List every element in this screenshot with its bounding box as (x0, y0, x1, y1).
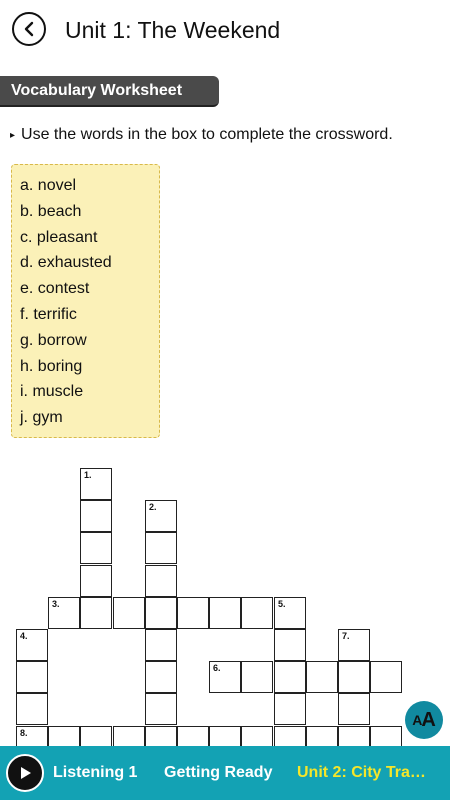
crossword-cell[interactable] (338, 661, 370, 693)
clue-number: 2. (149, 502, 157, 512)
word-item: c. pleasant (20, 228, 98, 246)
crossword-grid (0, 465, 450, 750)
play-button[interactable] (6, 754, 44, 792)
crossword-cell[interactable] (338, 693, 370, 725)
text-size-small-icon: A (412, 712, 423, 728)
crossword-cell[interactable] (145, 500, 177, 532)
crossword-cell[interactable] (80, 500, 112, 532)
word-item: e. contest (20, 280, 90, 298)
word-item: a. novel (20, 177, 77, 194)
crossword-cell[interactable] (145, 597, 177, 629)
crossword-cell[interactable] (274, 629, 306, 661)
clue-number: 7. (342, 631, 350, 641)
crossword-cell[interactable] (306, 661, 338, 693)
crossword-cell[interactable] (209, 661, 241, 693)
crossword-cell[interactable] (274, 693, 306, 725)
crossword-cell[interactable] (16, 629, 48, 661)
crossword-cell[interactable] (16, 693, 48, 725)
crossword-cell[interactable] (145, 629, 177, 661)
section-tab-vocabulary-worksheet: Vocabulary Worksheet (0, 76, 219, 107)
crossword-cell[interactable] (80, 468, 112, 500)
crossword-cell[interactable] (48, 597, 80, 629)
clue-number: 8. (20, 728, 28, 738)
crossword-cell[interactable] (80, 532, 112, 564)
crossword-cell[interactable] (209, 597, 241, 629)
crossword-cell[interactable] (370, 661, 402, 693)
instruction (10, 126, 393, 144)
word-item: j. gym (20, 409, 63, 427)
text-size-big-icon: A (421, 708, 436, 731)
crossword-cell[interactable] (241, 661, 273, 693)
clue-number: 5. (278, 599, 286, 609)
word-item: b. beach (20, 202, 82, 220)
crossword-cell[interactable] (145, 661, 177, 693)
clue-number: 4. (20, 631, 28, 641)
word-item: i. muscle (20, 383, 84, 401)
back-button[interactable] (12, 12, 46, 46)
clue-number: 1. (84, 470, 92, 480)
nav-listening-1[interactable]: Listening 1 (53, 764, 138, 781)
crossword-cell[interactable] (145, 693, 177, 725)
header (0, 0, 450, 64)
chevron-left-icon (21, 21, 37, 37)
crossword-cell[interactable] (274, 661, 306, 693)
clue-number: 6. (213, 663, 221, 673)
crossword-cell[interactable] (338, 629, 370, 661)
word-item: h. boring (20, 357, 83, 375)
word-item: f. terrific (20, 305, 77, 323)
word-item: d. exhausted (20, 254, 112, 272)
play-icon (17, 765, 33, 781)
nav-unit-2-city-travel[interactable]: Unit 2: City Tra… (297, 764, 426, 781)
bottom-nav-bar (0, 746, 450, 800)
word-item: g. borrow (20, 331, 87, 349)
crossword-cell[interactable] (80, 565, 112, 597)
page-title: Unit 1: The Weekend (65, 17, 281, 43)
crossword-cell[interactable] (16, 661, 48, 693)
nav-getting-ready[interactable]: Getting Ready (164, 764, 273, 781)
crossword-cell[interactable] (113, 597, 145, 629)
text-size-button[interactable] (405, 701, 443, 739)
crossword-cell[interactable] (145, 532, 177, 564)
bullet-icon: ▸ (10, 129, 16, 141)
crossword-cell[interactable] (274, 597, 306, 629)
crossword-cell[interactable] (241, 597, 273, 629)
instruction-text: Use the words in the box to complete the crossword. (21, 126, 393, 143)
crossword-cell[interactable] (145, 565, 177, 597)
crossword-cell[interactable] (80, 597, 112, 629)
clue-number: 3. (52, 599, 60, 609)
word-box (11, 164, 160, 438)
crossword-cell[interactable] (177, 597, 209, 629)
